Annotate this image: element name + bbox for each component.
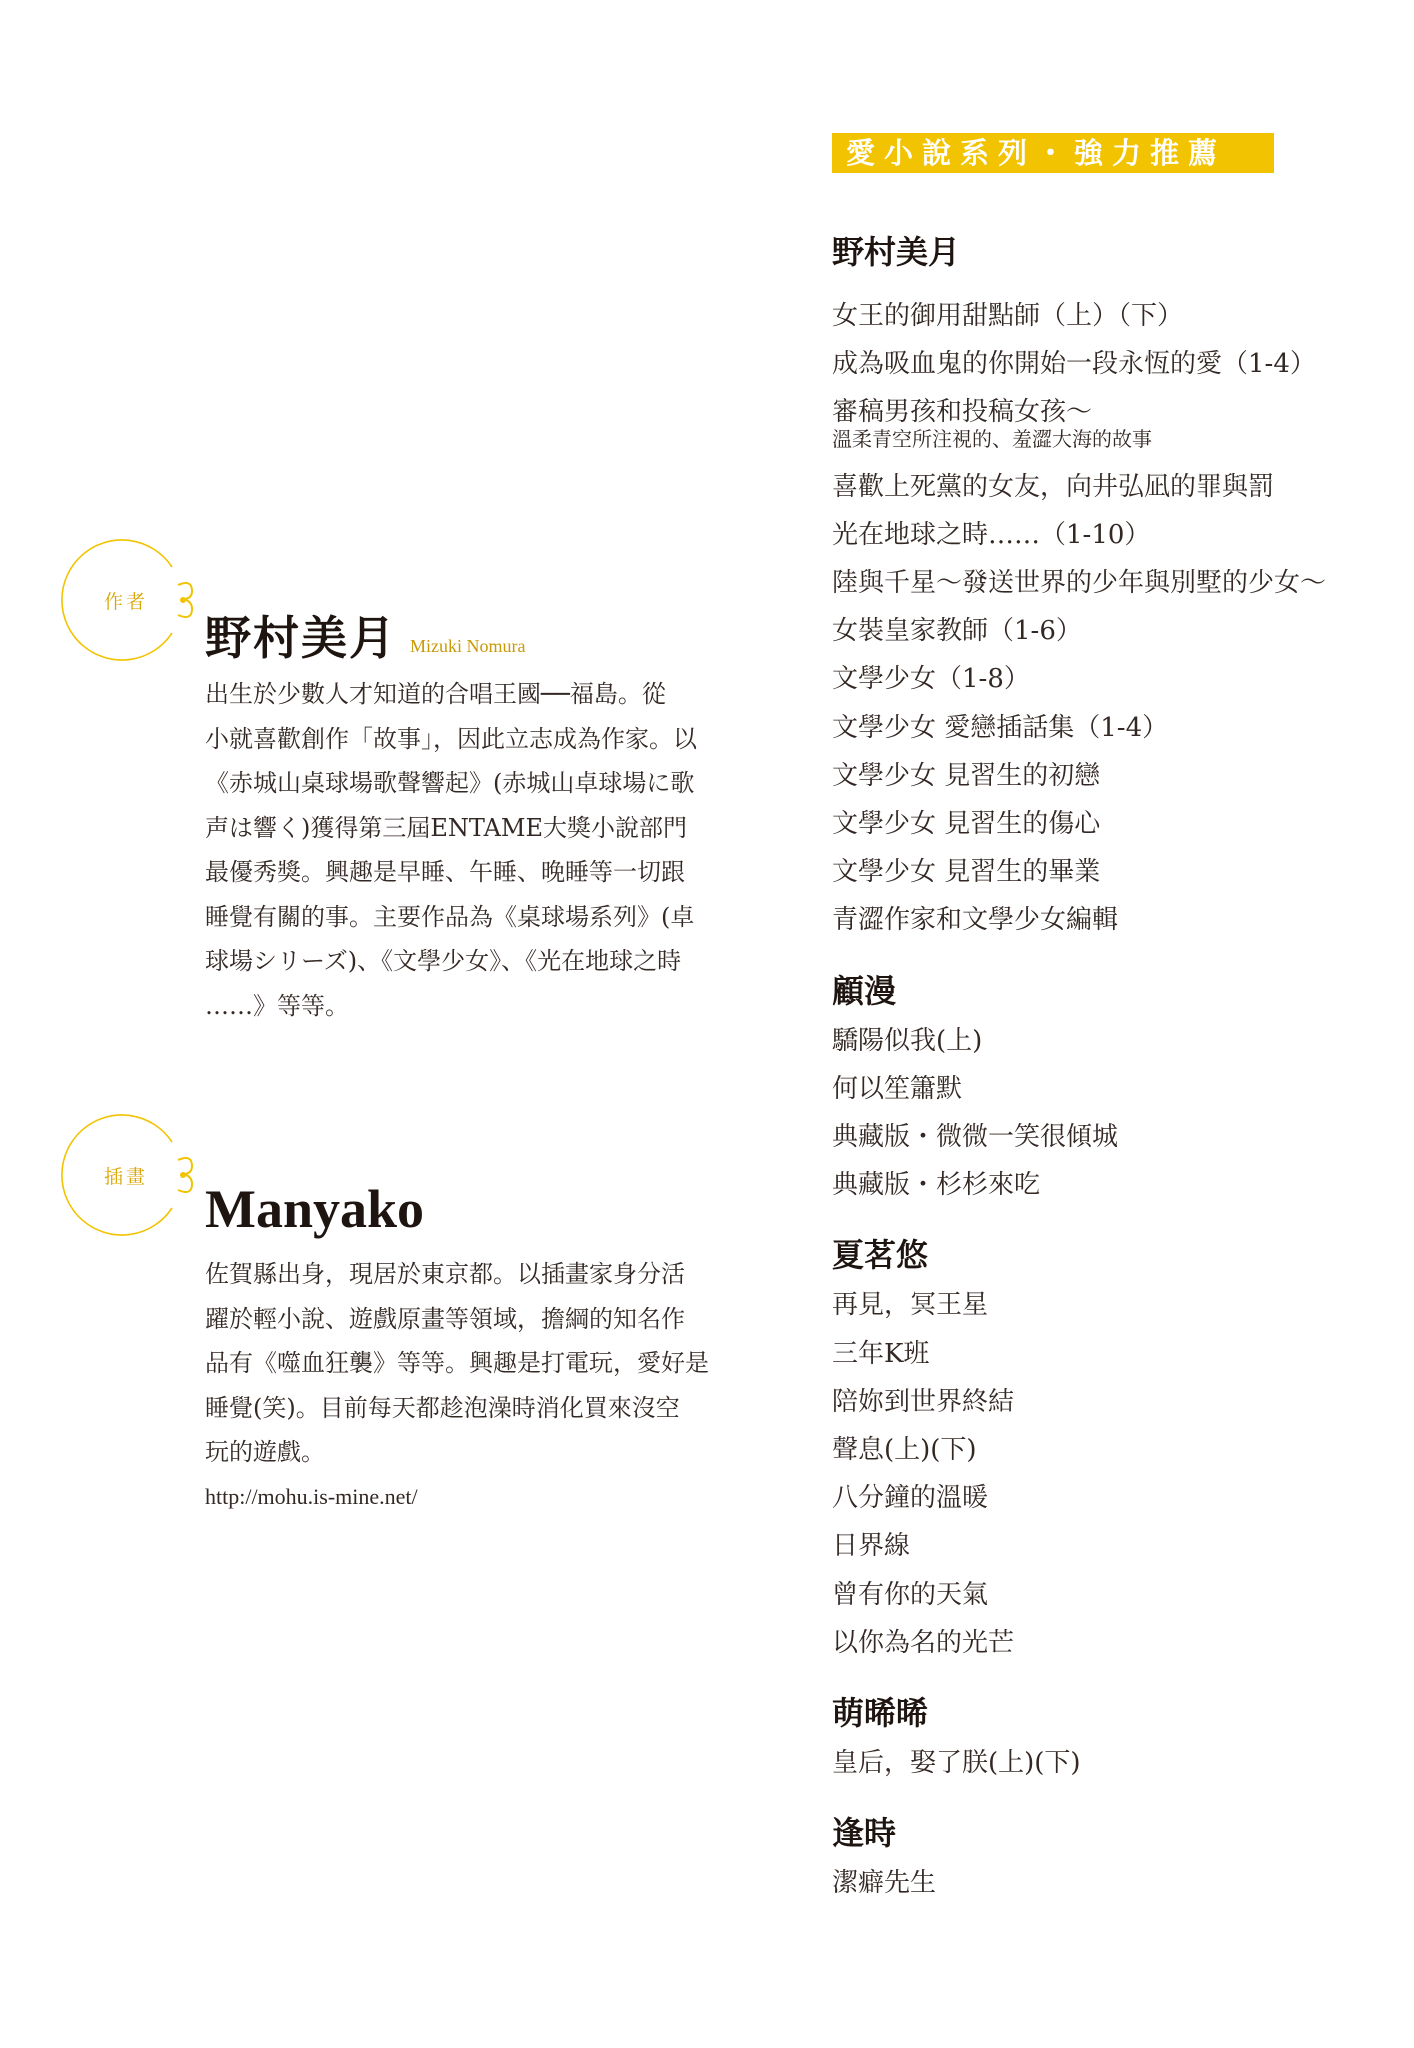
book-title — [832, 752, 1372, 800]
author-name: 野村美月 — [205, 611, 397, 665]
author-group — [832, 1691, 1372, 1787]
book-title — [832, 1113, 1372, 1161]
book-title — [832, 1330, 1372, 1378]
author-badge — [60, 535, 195, 665]
group-author: 顧漫 — [832, 971, 897, 1010]
illustrator-name: Manyako — [205, 1179, 425, 1239]
book-title — [832, 704, 1372, 752]
illustrator-badge-label: 插畫 — [104, 1166, 149, 1188]
bio-line: 佐賀縣出身，現居於東京都。以插畫家身分活 — [205, 1260, 685, 1288]
book-title — [832, 1426, 1372, 1474]
book-title-text: 三年K班 — [832, 1338, 930, 1369]
book-title-text: 典藏版・杉杉來吃 — [832, 1170, 1041, 1201]
book-title — [832, 511, 1372, 559]
bio-line: 最優秀獎。興趣是早睡、午睡、晚睡等一切跟 — [205, 858, 685, 886]
author-bio — [205, 672, 725, 1028]
book-title — [832, 1281, 1372, 1329]
book-title — [832, 292, 1372, 340]
author-name-en: Mizuki Nomura — [410, 636, 526, 656]
book-title — [832, 1017, 1372, 1065]
book-title — [832, 1619, 1372, 1667]
group-author: 夏茗悠 — [832, 1236, 929, 1275]
book-title-text: 典藏版・微微一笑很傾城 — [832, 1122, 1119, 1153]
book-title-text: 光在地球之時……（1-10） — [832, 519, 1151, 550]
book-title-text: 以你為名的光芒 — [832, 1627, 1015, 1658]
book-title-text: 潔癖先生 — [832, 1868, 937, 1899]
group-author: 逢時 — [832, 1814, 897, 1853]
illustrator-bio — [205, 1252, 725, 1475]
book-title — [832, 800, 1372, 848]
book-title — [832, 607, 1372, 655]
book-title — [832, 340, 1372, 388]
group-author: 野村美月 — [832, 233, 961, 271]
book-title-text: 日界線 — [832, 1531, 911, 1562]
book-title — [832, 896, 1372, 944]
bio-line: 躍於輕小說、遊戲原畫等領域，擔綱的知名作 — [205, 1304, 685, 1333]
bio-line: 声は響く)獲得第三屆ENTAME大獎小說部門 — [205, 813, 688, 842]
book-title-text: 成為吸血鬼的你開始一段永恆的愛（1-4） — [832, 349, 1316, 380]
book-title-text: 文學少女 愛戀插話集（1-4） — [832, 712, 1169, 743]
book-title — [832, 1161, 1372, 1209]
book-title-text: 文學少女 見習生的初戀 — [832, 760, 1101, 791]
book-title-text: 曾有你的天氣 — [832, 1579, 989, 1610]
author-badge-label: 作者 — [104, 591, 149, 613]
bio-line: 玩的遊戲。 — [205, 1438, 325, 1466]
author-group — [832, 1233, 1372, 1667]
bio-line: 睡覺有關的事。主要作品為《桌球場系列》(卓 — [205, 902, 695, 931]
book-title-text: 審稿男孩和投稿女孩～ — [832, 397, 1093, 428]
book-title — [832, 559, 1372, 607]
book-title — [832, 1571, 1372, 1619]
book-title — [832, 1859, 1372, 1907]
author-group — [832, 969, 1372, 1210]
group-author: 萌晞晞 — [832, 1694, 929, 1733]
bio-line: 睡覺(笑)。目前每天都趁泡澡時消化買來沒空 — [205, 1393, 680, 1422]
book-title-text: 聲息(上)(下) — [832, 1435, 977, 1466]
book-title — [832, 1522, 1372, 1570]
book-title-text: 驕陽似我(上) — [832, 1025, 983, 1056]
author-group — [832, 230, 1372, 945]
book-title-text: 喜歡上死黨的女友，向井弘凪的罪與罰 — [832, 471, 1275, 502]
book-title — [832, 1065, 1372, 1113]
bio-line: ……》等等。 — [205, 991, 349, 1020]
book-title-text: 八分鐘的溫暖 — [832, 1483, 989, 1514]
book-title — [832, 655, 1372, 703]
book-title — [832, 463, 1372, 511]
illustrator-badge — [60, 1110, 195, 1240]
book-title-text: 陸與千星～發送世界的少年與別墅的少女～ — [832, 568, 1327, 599]
bio-line: 《赤城山桌球場歌聲響起》(赤城山卓球場に歌 — [205, 769, 695, 797]
bio-line: 小就喜歡創作「故事」，因此立志成為作家。以 — [205, 724, 697, 753]
book-title-text: 文學少女 見習生的傷心 — [832, 809, 1101, 840]
book-title-text: 文學少女 見習生的畢業 — [832, 857, 1101, 888]
book-title-text: 皇后，娶了朕(上)(下) — [832, 1748, 1081, 1779]
book-title — [832, 848, 1372, 896]
book-title — [832, 1378, 1372, 1426]
bio-line: 球場シリーズ)、《文學少女》、《光在地球之時 — [205, 947, 682, 975]
book-title — [832, 1739, 1372, 1787]
book-title — [832, 388, 1372, 451]
book-subtitle: 溫柔青空所注視的、羞澀大海的故事 — [832, 426, 1152, 451]
recommendation-list — [832, 230, 1372, 1931]
series-banner: 愛小說系列・強力推薦 — [832, 133, 1274, 173]
book-title-text: 文學少女（1-8） — [832, 664, 1030, 695]
book-title-text: 青澀作家和文學少女編輯 — [832, 905, 1119, 936]
bio-line: 品有《噬血狂襲》等等。興趣是打電玩，愛好是 — [205, 1349, 709, 1377]
book-title-text: 陪妳到世界終結 — [832, 1386, 1015, 1417]
book-title — [832, 1474, 1372, 1522]
book-title-text: 女裝皇家教師（1-6） — [832, 616, 1082, 647]
book-title-text: 女王的御用甜點師（上）（下） — [832, 301, 1184, 331]
author-group — [832, 1811, 1372, 1907]
illustrator-url[interactable]: http://mohu.is-mine.net/ — [205, 1484, 418, 1509]
book-title-text: 何以笙簫默 — [832, 1073, 963, 1104]
book-title-text: 再見，冥王星 — [832, 1290, 989, 1321]
bio-line: 出生於少數人才知道的合唱王國──福島。從 — [205, 680, 666, 708]
